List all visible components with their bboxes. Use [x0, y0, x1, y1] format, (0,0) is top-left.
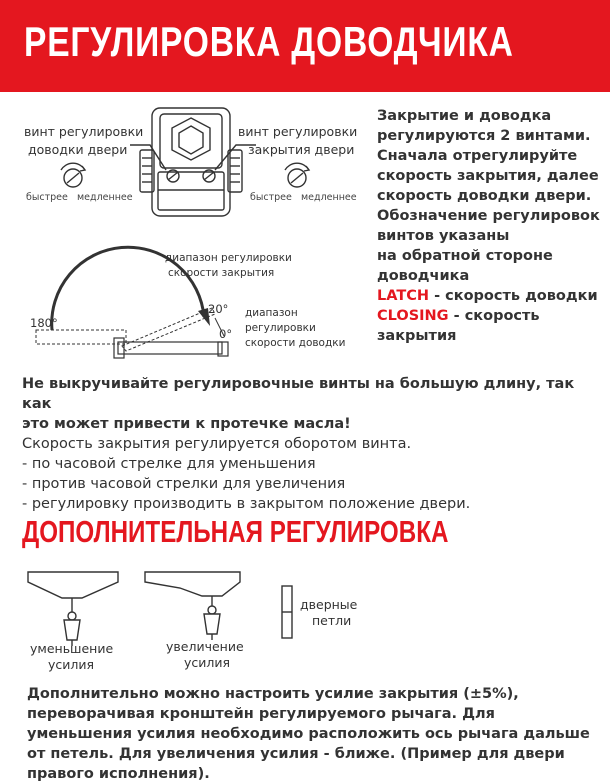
increase-force-label-2: усилия: [184, 655, 231, 670]
instruction-line: - регулировку производить в закрытом положение двери.: [22, 496, 471, 512]
angle-0-label: 0°: [219, 327, 233, 341]
increase-force-label: увеличение: [166, 639, 244, 654]
bottom-line: Дополнительно можно настроить усилие закрытия (±5%),: [27, 686, 519, 702]
page-title: РЕГУЛИРОВКА ДОВОДЧИКА: [24, 18, 514, 65]
instruction-line: - против часовой стрелки для увеличения: [22, 476, 346, 492]
intro-line: регулируются 2 винтами.: [377, 128, 591, 144]
intro-line: скорость доводки двери.: [377, 188, 592, 204]
intro-line: винтов указаны: [377, 228, 510, 244]
intro-line: Закрытие и доводка: [377, 108, 552, 124]
adjust-closing-screw-label: винт регулировки: [238, 124, 358, 139]
closing-text: - скорость: [448, 308, 540, 324]
latch-text: - скорость доводки: [429, 288, 598, 304]
bottom-paragraph: [27, 684, 602, 784]
decrease-force-label: уменьшение: [30, 641, 114, 656]
latch-range-label-3: скорости доводки: [245, 337, 346, 349]
intro-line: Обозначение регулировок: [377, 208, 600, 224]
hinges-label-2: петли: [312, 613, 352, 628]
instruction-line: - по часовой стрелке для уменьшения: [22, 456, 316, 472]
closing-range-label: диапазон регулировки: [165, 252, 292, 264]
intro-line: скорость закрытия, далее: [377, 168, 599, 184]
adjust-latch-screw-label: винт регулировки: [24, 124, 144, 139]
right-slower-label: медленнее: [301, 192, 357, 203]
intro-line: доводчика: [377, 268, 470, 284]
bottom-line: от петель. Для увеличения усилия - ближе. (Пример для двери: [27, 746, 565, 762]
hinges-label: дверные: [300, 597, 358, 612]
warning-line: Не выкручивайте регулировочные винты на большую длину, так как: [22, 376, 575, 412]
bottom-line: правого исполнения).: [27, 766, 210, 782]
angle-180-label: 180°: [30, 316, 58, 330]
section-title: ДОПОЛНИТЕЛЬНАЯ РЕГУЛИРОВКА: [22, 514, 449, 549]
bottom-line: переворачивая кронштейн регулируемого рычага. Для: [27, 706, 495, 722]
left-slower-label: медленнее: [77, 192, 133, 203]
warning-line: это может привести к протечке масла!: [22, 416, 351, 432]
angle-20-label: 20°: [208, 302, 229, 316]
intro-line: Сначала отрегулируйте: [377, 148, 578, 164]
instruction-line: Скорость закрытия регулируется оборотом винта.: [22, 436, 412, 452]
bottom-line: уменьшения усилия необходимо расположить ось рычага дальше: [27, 726, 590, 742]
closing-range-label-2: скорости закрытия: [168, 267, 275, 279]
latch-range-label-2: регулировки: [245, 322, 316, 334]
right-faster-label: быстрее: [250, 192, 292, 203]
adjust-closing-screw-label-2: закрытия двери: [248, 142, 355, 157]
latch-range-label: диапазон: [245, 307, 298, 319]
intro-line: на обратной стороне: [377, 248, 553, 264]
closing-line-2: закрытия: [377, 328, 457, 344]
adjust-latch-screw-label-2: доводки двери: [28, 142, 128, 157]
latch-keyword: LATCH: [377, 288, 430, 304]
decrease-force-label-2: усилия: [48, 657, 95, 672]
left-faster-label: быстрее: [26, 192, 68, 203]
closing-keyword: CLOSING: [377, 308, 449, 324]
